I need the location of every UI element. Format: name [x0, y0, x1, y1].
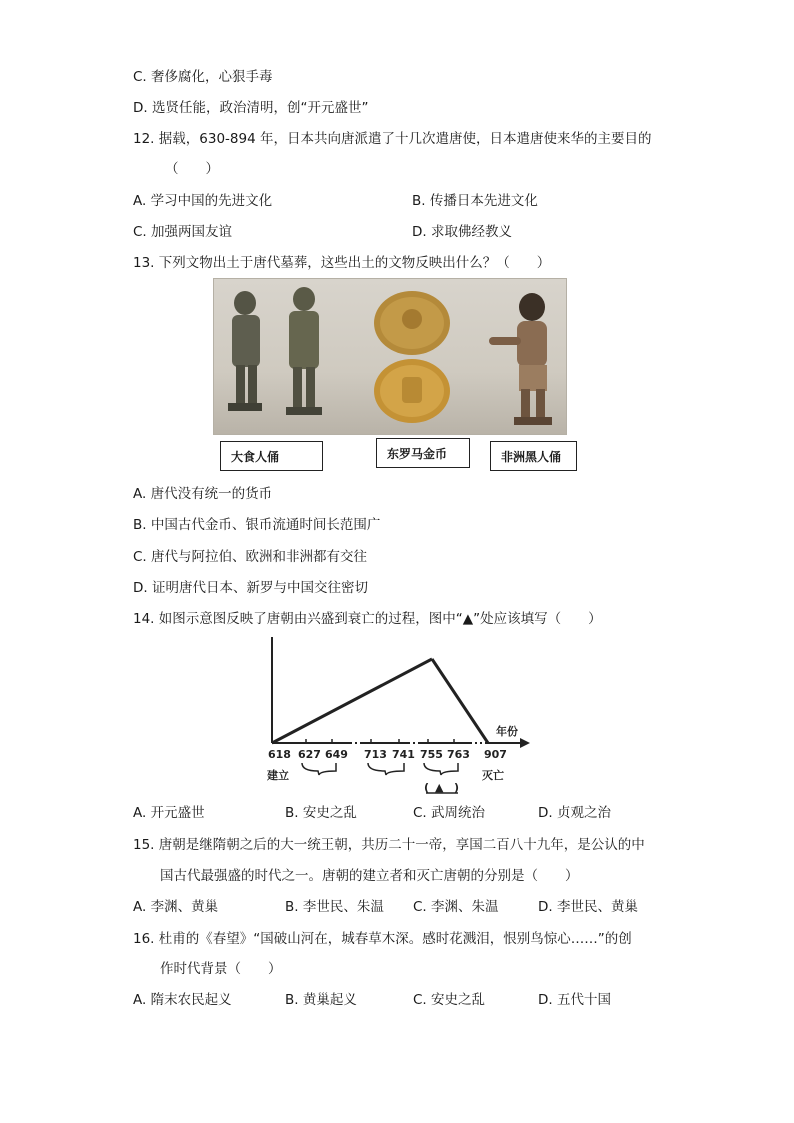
- q13-option-a: A. 唐代没有统一的货币: [133, 486, 273, 502]
- q11-option-c: C. 奢侈腐化，心狠手毒: [133, 69, 273, 85]
- tick-label-713: 713: [364, 748, 387, 761]
- q15-option-d: D. 李世民、黄巢: [538, 899, 638, 915]
- tick-label-755: 755: [420, 748, 443, 761]
- tick-label-741: 741: [392, 748, 415, 761]
- marker-triangle: ▲: [435, 781, 444, 794]
- q12-option-c: C. 加强两国友谊: [133, 224, 233, 240]
- q14-stem: 14. 如图示意图反映了唐朝由兴盛到衰亡的过程，图中“▲”处应该填写（ ）: [133, 611, 602, 627]
- q16-option-c: C. 安史之乱: [413, 992, 486, 1008]
- q13-stem: 13. 下列文物出土于唐代墓葬，这些出土的文物反映出什么？（ ）: [133, 255, 551, 271]
- x-axis-arrow: [520, 738, 530, 748]
- fall-line: [432, 659, 488, 743]
- tick-label-649: 649: [325, 748, 348, 761]
- artifact-illustration: [214, 279, 566, 434]
- tang-timeline-diagram: [258, 633, 538, 803]
- q12-option-d: D. 求取佛经教义: [412, 224, 512, 240]
- q16-stem-line2: 作时代背景（ ）: [160, 961, 282, 977]
- arab-figurine-right: [286, 287, 322, 415]
- label-fall: 灭亡: [482, 769, 504, 782]
- tick-label-618: 618: [268, 748, 291, 761]
- q11-option-d: D. 选贤任能，政治清明，创“开元盛世”: [133, 100, 369, 116]
- tick-label-627: 627: [298, 748, 321, 761]
- tick-label-907: 907: [484, 748, 507, 761]
- brace-755-763: [424, 763, 458, 775]
- tick-label-763: 763: [447, 748, 470, 761]
- q14-option-c: C. 武周统治: [413, 805, 486, 821]
- q16-option-d: D. 五代十国: [538, 992, 611, 1008]
- q13-option-b: B. 中国古代金币、银币流通时间长范围广: [133, 517, 381, 533]
- q14-option-b: B. 安史之乱: [285, 805, 357, 821]
- q12-option-a: A. 学习中国的先进文化: [133, 193, 273, 209]
- q16-option-b: B. 黄巢起义: [285, 992, 357, 1008]
- q16-option-a: A. 隋末农民起义: [133, 992, 232, 1008]
- q16-stem-line1: 16. 杜甫的《春望》“国破山河在，城春草木深。感时花溅泪，恨别鸟惊心……”的创: [133, 931, 632, 947]
- q15-stem-line1: 15. 唐朝是继隋朝之后的大一统王朝，共历二十一帝，享国二百八十九年，是公认的中: [133, 837, 645, 853]
- marker-close-paren: ): [454, 781, 460, 794]
- caption-african-figurine: 非洲黑人俑: [490, 441, 577, 471]
- axis-label-year: 年份: [496, 725, 518, 738]
- caption-byzantine-coin: 东罗马金币: [376, 438, 470, 468]
- brace-627-649: [302, 763, 336, 775]
- q15-option-a: A. 李渊、黄巢: [133, 899, 219, 915]
- q13-option-c: C. 唐代与阿拉伯、欧洲和非洲都有交往: [133, 549, 368, 565]
- brace-713-741: [368, 763, 404, 775]
- q15-stem-line2: 国古代最强盛的时代之一。唐朝的建立者和灭亡唐朝的分别是（ ）: [160, 868, 579, 884]
- caption-arab-figurine: 大食人俑: [220, 441, 323, 471]
- q15-option-b: B. 李世民、朱温: [285, 899, 384, 915]
- rise-line: [272, 659, 432, 743]
- q12-option-b: B. 传播日本先进文化: [412, 193, 538, 209]
- artifact-photo: [213, 278, 567, 435]
- marker-open-paren: (: [424, 781, 430, 794]
- q12-stem-line1: 12. 据载，630-894 年，日本共向唐派遣了十几次遣唐使，日本遣唐使来华的主要目的: [133, 131, 652, 147]
- arab-figurine-left: [228, 291, 262, 411]
- q14-option-a: A. 开元盛世: [133, 805, 205, 821]
- african-figurine: [489, 293, 552, 425]
- q14-option-d: D. 贞观之治: [538, 805, 611, 821]
- q15-option-c: C. 李渊、朱温: [413, 899, 499, 915]
- label-founded: 建立: [267, 769, 289, 782]
- byzantine-gold-coins: [374, 291, 450, 423]
- q13-option-d: D. 证明唐代日本、新罗与中国交往密切: [133, 580, 368, 596]
- q12-stem-line2: （ ）: [165, 161, 219, 177]
